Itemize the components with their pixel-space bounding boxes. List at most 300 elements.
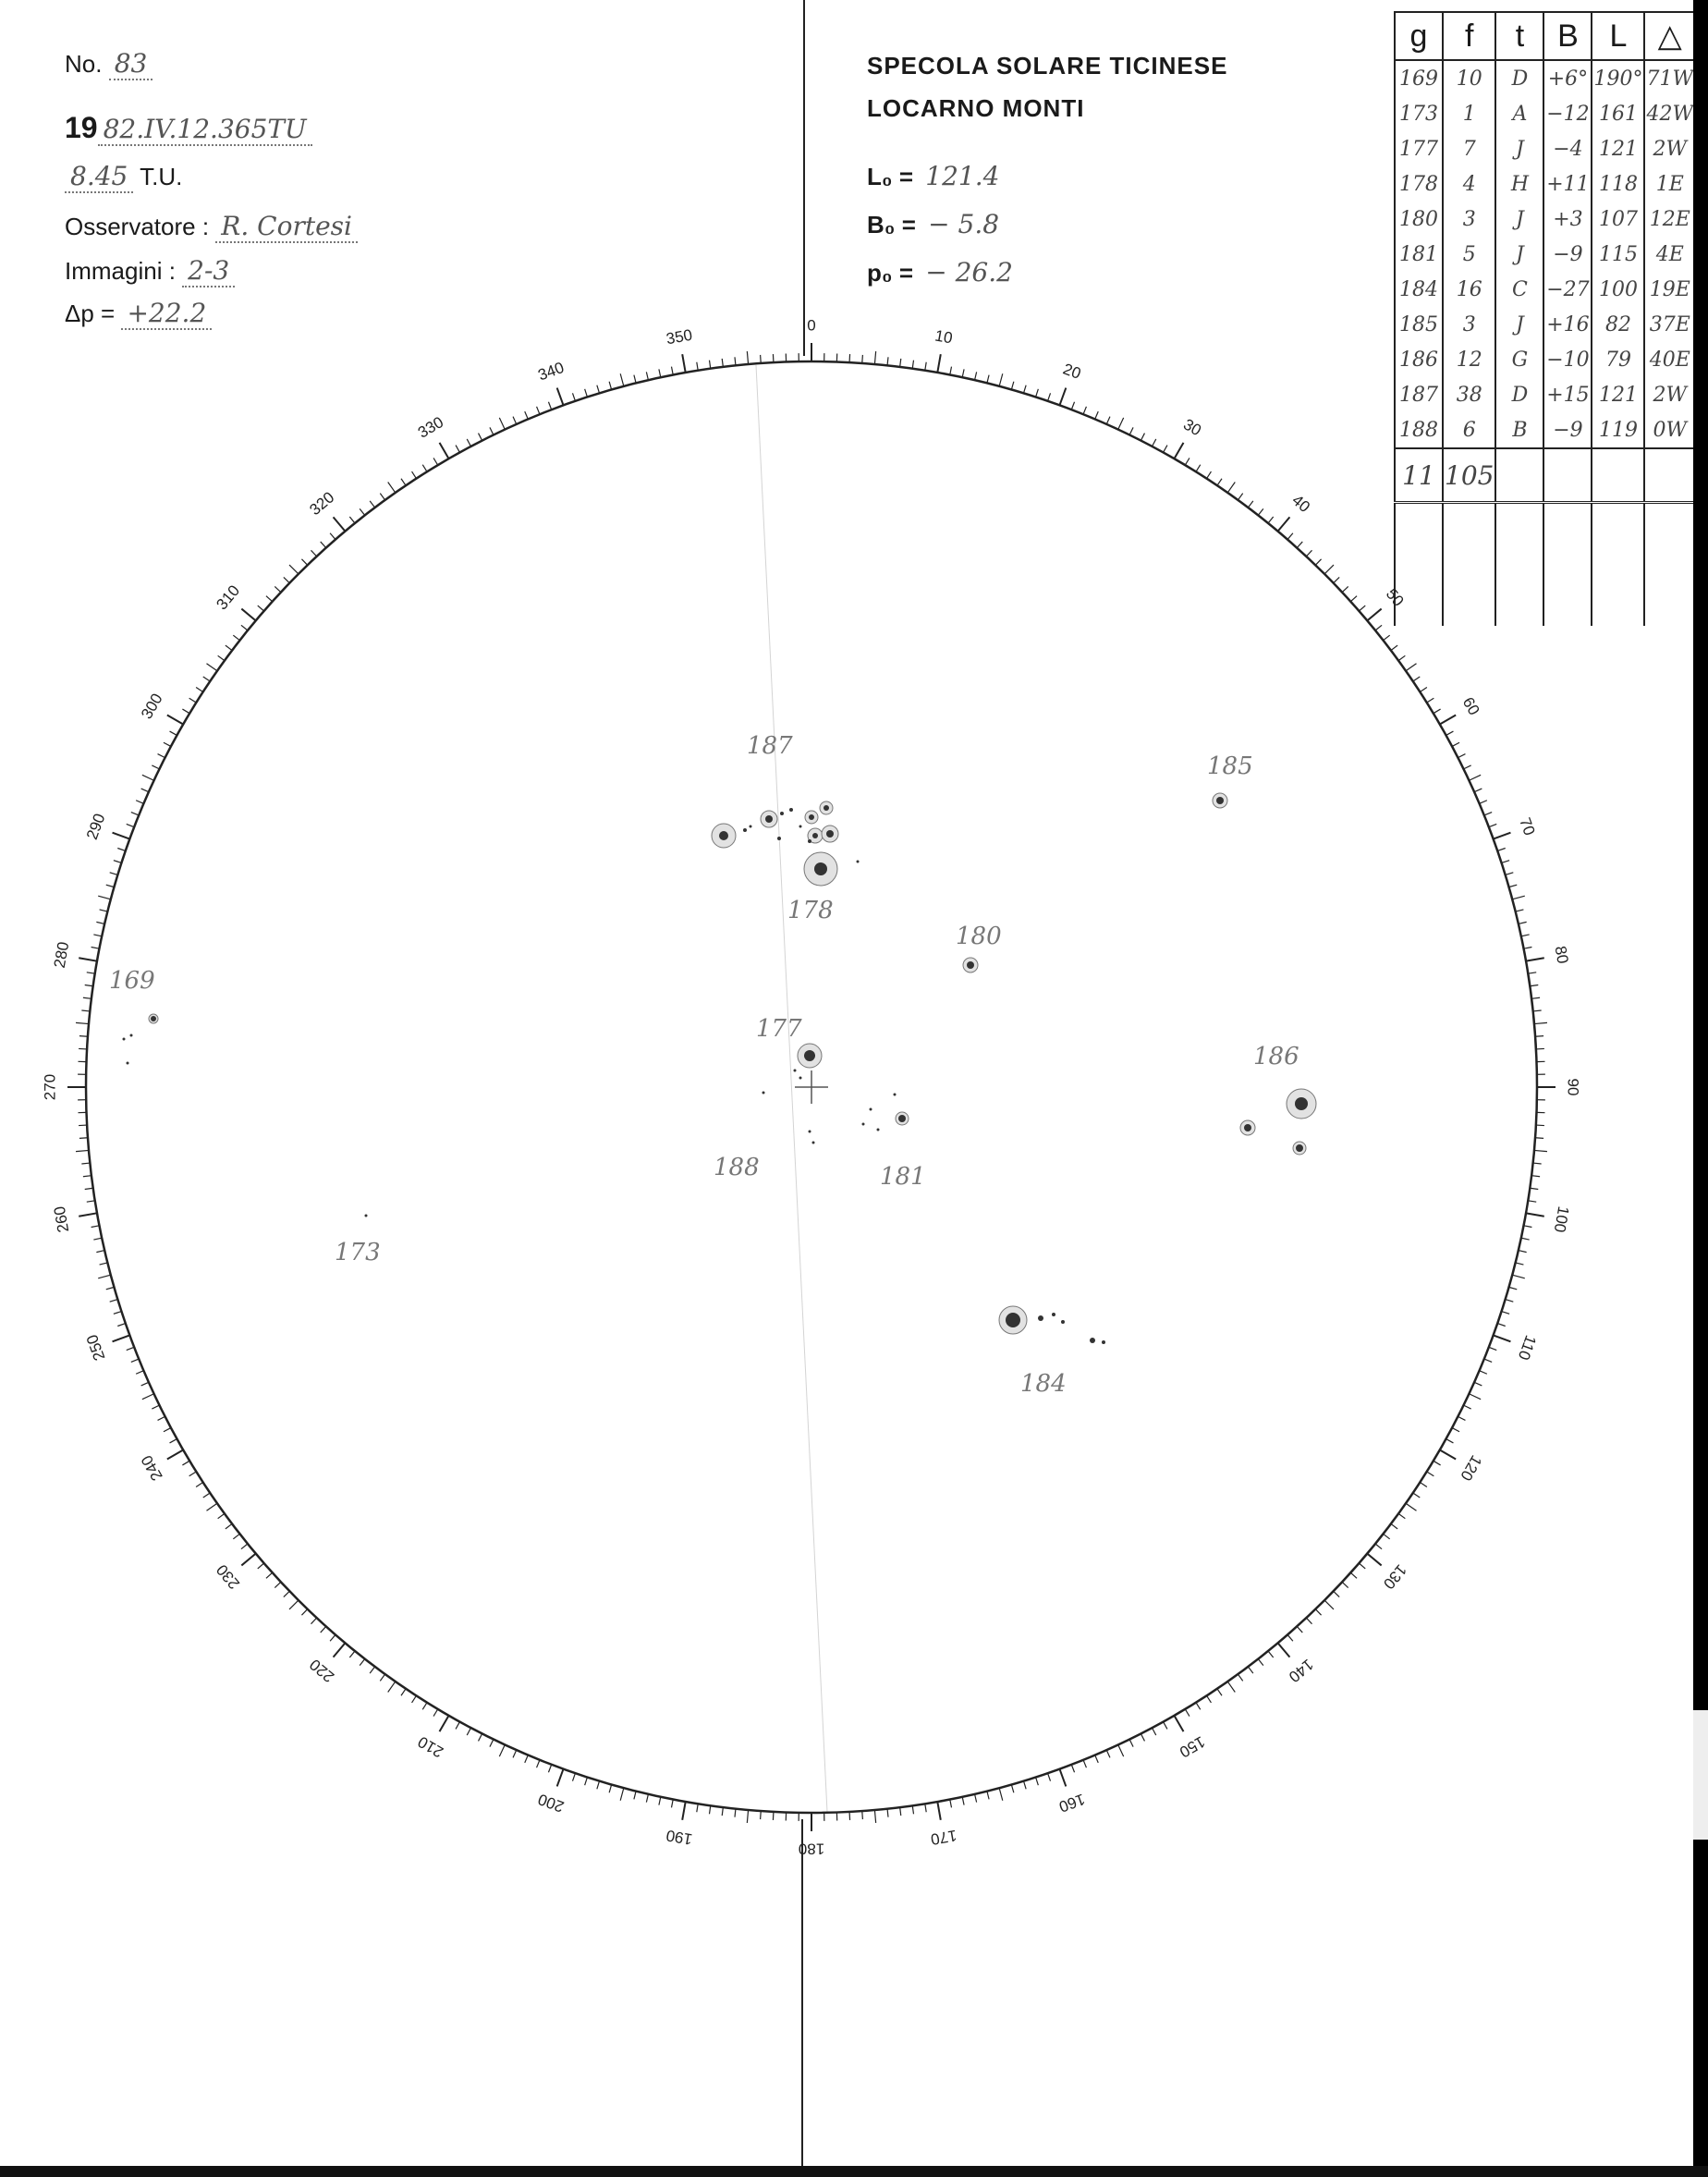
dial-tick [433, 458, 438, 465]
dial-tick [1474, 789, 1482, 792]
dial-tick [499, 418, 505, 430]
cell-t: J [1495, 307, 1543, 342]
cell-delta: 19E [1644, 272, 1695, 307]
dial-tick [106, 1287, 115, 1289]
dial-tick [422, 1703, 427, 1710]
dial-tick [334, 517, 346, 531]
umbra [812, 833, 818, 838]
dial-tick [572, 1773, 575, 1781]
dial-tick [925, 1804, 926, 1812]
dial-tick [422, 465, 427, 472]
dial-tick [1535, 1036, 1543, 1037]
umbra [1090, 1338, 1095, 1343]
dial-tick [735, 357, 736, 365]
delta-p-value: +22.2 [121, 298, 212, 330]
dial-tick [167, 715, 183, 725]
dial-tick [1106, 417, 1110, 424]
cell-delta: 37E [1644, 307, 1695, 342]
dial-tick [1141, 434, 1144, 441]
dial-tick [1533, 1010, 1542, 1011]
cell-f: 1 [1443, 96, 1495, 131]
cell-delta: 2W [1644, 131, 1695, 166]
dial-tick [646, 1794, 648, 1803]
dial-tick [98, 1275, 111, 1278]
dial-label: 310 [213, 581, 244, 614]
cell-g: 178 [1395, 166, 1443, 202]
dial-tick [1071, 1765, 1074, 1772]
umbra [1102, 1340, 1105, 1344]
cell-delta: 12E [1644, 202, 1695, 237]
umbra [1038, 1315, 1043, 1321]
dial-tick [1516, 1263, 1524, 1265]
year-printed: 19 [65, 111, 98, 144]
dial-tick [1509, 1287, 1518, 1289]
dial-tick [1469, 1394, 1481, 1400]
dial-tick [1398, 1513, 1405, 1518]
dial-tick [1391, 1523, 1397, 1528]
dial-tick [1452, 1428, 1459, 1432]
central-meridian-line [756, 365, 827, 1812]
dial-tick [1528, 1201, 1536, 1202]
dial-tick [1287, 533, 1293, 540]
dial-tick [106, 885, 115, 887]
dial-tick [158, 1416, 165, 1420]
dial-tick [609, 1785, 611, 1793]
dial-tick [1524, 1226, 1532, 1228]
dial-tick [722, 1807, 723, 1816]
dial-tick [950, 367, 952, 375]
umbra [967, 961, 974, 969]
cell-t: B [1495, 412, 1543, 448]
dial-tick [258, 1563, 264, 1569]
group-label: 178 [787, 897, 834, 924]
dial-tick [301, 1609, 307, 1615]
col-header-delta: △ [1644, 12, 1695, 60]
dial-label: 290 [82, 811, 109, 842]
dial-tick [1297, 542, 1302, 548]
dial-tick [1036, 1778, 1039, 1786]
cell-t: J [1495, 202, 1543, 237]
dial-tick [900, 1807, 901, 1816]
dial-tick [1384, 1534, 1390, 1539]
dial-tick [110, 1300, 118, 1303]
cell-f: 3 [1443, 307, 1495, 342]
dial-tick [141, 789, 149, 792]
dial-tick [1519, 922, 1527, 923]
umbra [1295, 1097, 1308, 1110]
scan-edge-right [1693, 0, 1708, 2177]
dial-tick [722, 359, 723, 367]
dial-tick [1367, 609, 1381, 621]
dial-tick [747, 351, 748, 364]
dial-tick [709, 1805, 710, 1814]
dial-tick [537, 407, 540, 414]
dial-tick [1278, 1643, 1290, 1657]
dial-tick [1011, 1785, 1013, 1793]
dial-label: 50 [1382, 584, 1408, 610]
cell-f: 5 [1443, 237, 1495, 272]
group-label: 180 [956, 923, 1002, 950]
cell-g: 181 [1395, 237, 1443, 272]
dial-tick [1506, 1300, 1514, 1303]
umbra [814, 862, 827, 875]
cell-t: A [1495, 96, 1543, 131]
dial-tick [284, 1591, 289, 1596]
cell-b: +11 [1543, 166, 1592, 202]
dial-tick [360, 508, 365, 515]
dial-tick [1011, 382, 1013, 390]
scan-edge-bottom [0, 2166, 1708, 2177]
umbra [151, 1016, 156, 1021]
dial-tick [1258, 508, 1263, 515]
dial-tick [258, 605, 264, 611]
dial-tick [646, 372, 648, 380]
dial-tick [1480, 1371, 1487, 1375]
dial-tick [206, 1503, 216, 1510]
time-unit: T.U. [140, 163, 183, 190]
dial-tick [862, 355, 863, 363]
dial-tick [1531, 997, 1540, 998]
dial-tick [887, 357, 888, 365]
group-label: 187 [747, 732, 793, 760]
dial-tick [79, 1036, 88, 1037]
dial-tick [114, 861, 122, 863]
dial-tick [1535, 1138, 1543, 1139]
umbra [777, 837, 781, 840]
cell-g: 188 [1395, 412, 1443, 448]
dial-label: 240 [138, 1451, 166, 1485]
umbra [870, 1108, 872, 1111]
dial-tick [241, 625, 248, 630]
cell-l: 79 [1592, 342, 1644, 377]
dial-tick [1512, 896, 1525, 899]
dial-tick [1227, 482, 1235, 492]
dial-tick [490, 427, 494, 434]
dial-label: 0 [807, 316, 816, 335]
dial-label: 340 [535, 358, 567, 385]
dial-tick [697, 1804, 698, 1812]
dial-label: 180 [798, 1840, 825, 1858]
dial-tick [1306, 550, 1312, 556]
dial-tick [1350, 596, 1357, 602]
col-header-g: g [1395, 12, 1443, 60]
dial-tick [79, 1213, 97, 1216]
dial-tick [1521, 1238, 1530, 1240]
dial-label: 140 [1285, 1655, 1317, 1686]
dial-tick [164, 1428, 171, 1432]
dial-tick [499, 1744, 505, 1756]
dial-tick [1413, 1493, 1420, 1498]
group-label: 185 [1207, 752, 1253, 780]
dial-tick [170, 731, 177, 735]
col-header-t: t [1495, 12, 1543, 60]
dial-label: 200 [535, 1790, 567, 1816]
dial-tick [682, 1802, 685, 1820]
dial-tick [1524, 947, 1532, 948]
dial-tick [380, 1674, 384, 1681]
dial-tick [127, 1347, 134, 1350]
dial-tick [152, 765, 159, 769]
dial-tick [131, 813, 139, 815]
dial-label: 110 [1514, 1332, 1540, 1363]
umbra [365, 1215, 368, 1217]
cell-b: −27 [1543, 272, 1592, 307]
dial-tick [196, 1483, 203, 1487]
umbra [780, 812, 784, 815]
cell-b: −4 [1543, 131, 1592, 166]
dial-tick [1287, 1634, 1293, 1641]
dial-tick [196, 688, 203, 692]
dial-tick [609, 382, 611, 390]
dial-tick [136, 801, 143, 804]
delta-p-label: Δp = [65, 300, 116, 327]
dial-tick [1534, 1022, 1547, 1023]
dial-tick [100, 1263, 108, 1265]
dial-tick [1036, 389, 1039, 397]
dial-tick [1207, 1695, 1212, 1703]
dial-tick [1420, 688, 1427, 692]
dial-tick [1533, 1163, 1542, 1164]
dial-tick [1480, 801, 1487, 804]
dial-tick [1118, 1744, 1124, 1756]
col-header-f: f [1443, 12, 1495, 60]
dial-label: 80 [1551, 944, 1572, 965]
dial-tick [682, 354, 685, 373]
dial-tick [87, 972, 95, 973]
dial-tick [1106, 1750, 1110, 1757]
dial-tick [1509, 885, 1518, 887]
dial-tick [1153, 1728, 1156, 1735]
dial-tick [321, 1626, 326, 1633]
dial-tick [1427, 1472, 1434, 1476]
dial-tick [548, 1765, 551, 1772]
dial-tick [1315, 1609, 1321, 1615]
cell-g: 187 [1395, 377, 1443, 412]
cell-l: 119 [1592, 412, 1644, 448]
date-value: 82.IV.12.365TU [98, 114, 312, 146]
dial-tick [127, 824, 134, 826]
dial-tick [537, 1760, 540, 1767]
umbra [130, 1034, 133, 1037]
dial-tick [1521, 935, 1530, 936]
dial-tick [1238, 1674, 1242, 1681]
dial-label: 10 [933, 326, 955, 348]
cell-f: 38 [1443, 377, 1495, 412]
dial-tick [887, 1809, 888, 1817]
umbra [824, 805, 829, 811]
cell-t: D [1495, 377, 1543, 412]
dial-tick [1315, 559, 1321, 565]
dial-tick [999, 373, 1003, 386]
cell-delta: 0W [1644, 412, 1695, 448]
dial-tick [96, 922, 104, 923]
cell-delta: 40E [1644, 342, 1695, 377]
dial-tick [1268, 517, 1274, 523]
dial-tick [585, 389, 588, 397]
dial-tick [548, 402, 551, 410]
dial-tick [330, 1634, 336, 1641]
umbra [1296, 1144, 1303, 1152]
p0-label: p₀ = [867, 259, 914, 287]
umbra [812, 1142, 815, 1144]
col-header-b: B [1543, 12, 1592, 60]
dial-tick [1484, 813, 1492, 815]
dial-tick [1118, 418, 1124, 430]
cell-g: 169 [1395, 60, 1443, 96]
dial-tick [401, 1689, 406, 1695]
dial-tick [79, 958, 97, 960]
umbra [799, 1077, 802, 1080]
umbra [809, 814, 814, 820]
dial-tick [1502, 1312, 1510, 1315]
dial-tick [85, 1188, 93, 1189]
dial-tick [274, 1582, 281, 1587]
dial-tick [937, 354, 940, 373]
dial-tick [83, 997, 92, 998]
dial-tick [289, 1600, 299, 1609]
dial-tick [1048, 1773, 1051, 1781]
dial-tick [1484, 1359, 1492, 1362]
cell-f: 3 [1443, 202, 1495, 237]
dial-label: 120 [1457, 1451, 1485, 1485]
dial-tick [440, 443, 449, 459]
dial-label: 70 [1516, 815, 1539, 838]
dial-tick [1464, 765, 1471, 769]
dial-tick [203, 677, 210, 681]
dial-tick [1469, 775, 1481, 780]
dial-tick [266, 1572, 273, 1578]
dial-tick [241, 1554, 255, 1566]
umbra [743, 828, 747, 832]
dial-label: 100 [1550, 1205, 1573, 1234]
cell-l: 107 [1592, 202, 1644, 237]
dial-tick [925, 362, 926, 371]
dial-tick [330, 533, 336, 540]
dial-tick [1196, 465, 1201, 472]
group-label: 181 [880, 1163, 926, 1191]
dial-tick [1391, 645, 1397, 650]
dial-tick [1420, 1483, 1427, 1487]
umbra [857, 861, 860, 863]
dial-tick [93, 1238, 102, 1240]
dial-tick [1359, 605, 1365, 611]
umbra [765, 815, 773, 823]
dial-tick [76, 1022, 89, 1023]
umbra [1061, 1320, 1065, 1324]
dial-tick [1458, 754, 1465, 758]
dial-label: 30 [1180, 415, 1204, 440]
dial-tick [1024, 385, 1027, 394]
dial-tick [874, 1810, 875, 1823]
dial-label: 210 [414, 1732, 447, 1761]
dial-tick [370, 501, 374, 508]
dial-tick [634, 1792, 636, 1800]
dial-tick [1398, 655, 1405, 660]
cell-t: C [1495, 272, 1543, 307]
dial-tick [117, 1324, 126, 1327]
cell-f: 10 [1443, 60, 1495, 96]
dial-tick [100, 910, 108, 911]
dial-label: 150 [1176, 1732, 1209, 1761]
dial-tick [1095, 1755, 1099, 1763]
dial-tick [92, 947, 100, 948]
dial-label: 90 [1564, 1078, 1582, 1096]
dial-tick [1129, 427, 1133, 434]
dial-tick [1497, 848, 1506, 850]
dial-tick [1129, 1740, 1133, 1747]
total-f: 105 [1443, 448, 1495, 503]
umbra [1244, 1124, 1251, 1131]
umbra [804, 1050, 815, 1061]
umbra [750, 826, 752, 828]
dial-tick [557, 388, 564, 406]
dial-tick [206, 664, 216, 671]
dial-tick [334, 1643, 346, 1657]
dial-tick [284, 577, 289, 582]
dial-tick [1164, 1722, 1167, 1730]
dial-label: 300 [138, 690, 166, 723]
dial-tick [1502, 861, 1510, 863]
dial-tick [1095, 411, 1099, 419]
dial-tick [1489, 824, 1496, 826]
dial-label: 230 [213, 1560, 244, 1593]
dial-tick [311, 550, 316, 556]
dial-tick [113, 833, 130, 839]
dial-tick [1519, 1251, 1527, 1253]
group-label: 169 [109, 967, 155, 995]
cell-g: 185 [1395, 307, 1443, 342]
dial-label: 350 [665, 325, 694, 349]
dial-tick [289, 565, 299, 574]
dial-label: 260 [50, 1205, 73, 1234]
cell-delta: 4E [1644, 237, 1695, 272]
umbra [789, 808, 793, 812]
cell-delta: 2W [1644, 377, 1695, 412]
cell-l: 161 [1592, 96, 1644, 131]
dial-tick [761, 1811, 762, 1819]
dial-tick [747, 1810, 748, 1823]
dial-tick [241, 1544, 248, 1549]
cell-g: 186 [1395, 342, 1443, 377]
dial-tick [1446, 1439, 1454, 1443]
dial-tick [490, 1740, 494, 1747]
dial-tick [1342, 586, 1348, 592]
dial-tick [1248, 1667, 1252, 1673]
cell-g: 177 [1395, 131, 1443, 166]
l0-label: L₀ = [867, 163, 914, 190]
cell-t: J [1495, 237, 1543, 272]
dial-tick [1278, 517, 1290, 531]
col-header-l: L [1592, 12, 1644, 60]
dial-label: 40 [1288, 491, 1314, 517]
dial-tick [1464, 1405, 1471, 1409]
group-label: 177 [756, 1015, 802, 1043]
dial-tick [962, 1797, 964, 1805]
dial-tick [557, 1769, 564, 1787]
cell-g: 184 [1395, 272, 1443, 307]
dial-tick [735, 1809, 736, 1817]
cell-delta: 1E [1644, 166, 1695, 202]
dial-tick [311, 1618, 316, 1624]
dial-tick [912, 361, 913, 369]
dial-tick [950, 1800, 952, 1808]
dial-tick [697, 362, 698, 371]
dial-tick [1334, 577, 1339, 582]
dial-tick [233, 1534, 239, 1539]
dial-tick [1526, 1213, 1544, 1216]
dial-tick [1141, 1733, 1144, 1741]
dial-tick [1350, 1572, 1357, 1578]
